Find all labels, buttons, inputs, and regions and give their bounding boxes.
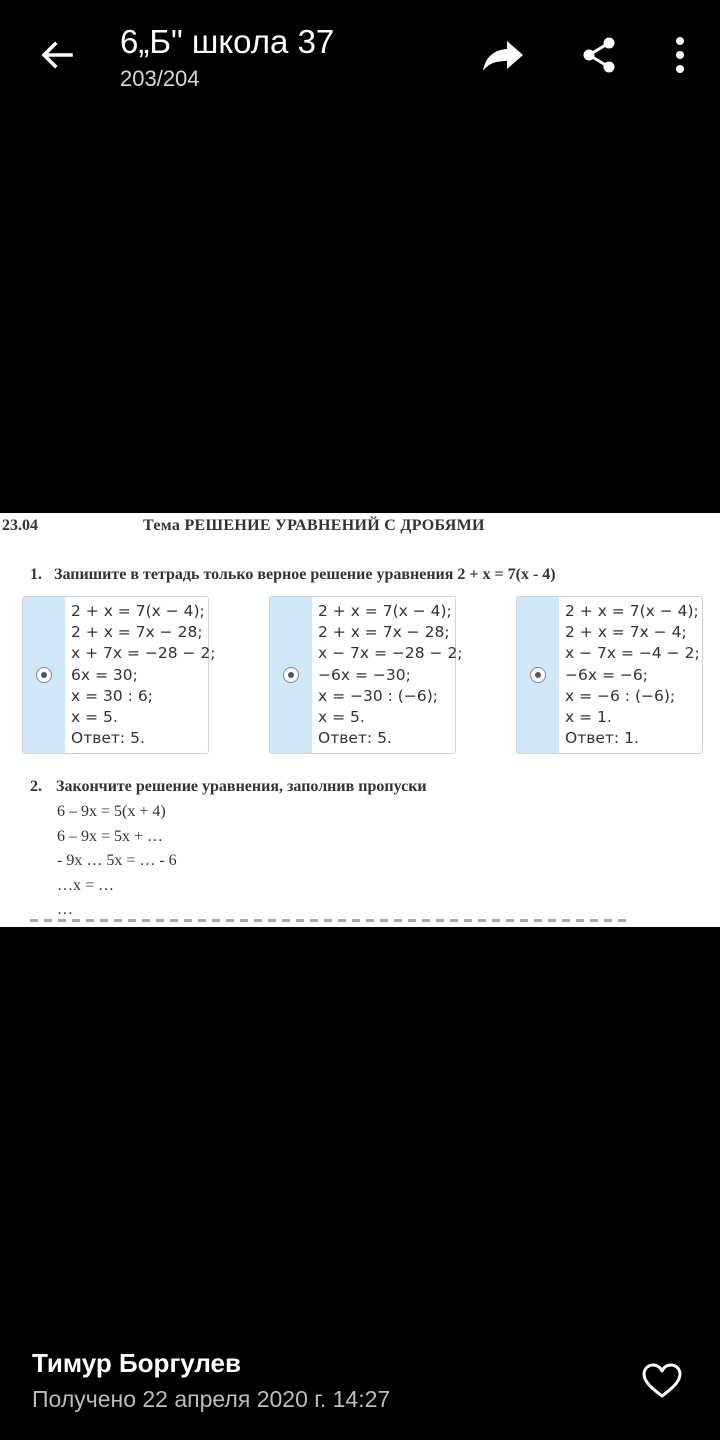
option-lines [565, 601, 700, 749]
share-icon[interactable] [574, 30, 624, 80]
option-line: 2 + x = 7(x − 4); [71, 602, 205, 620]
option-line: 2 + x = 7x − 28; [71, 623, 203, 642]
task-2-text: Закончите решение уравнения, заполнив пропуски [56, 778, 427, 795]
photo-image[interactable] [0, 513, 720, 927]
option-line: x = −30 : (−6); [318, 686, 438, 705]
option-answer: Ответ: 5. [71, 729, 145, 748]
equation-line: … [57, 901, 73, 918]
option-lines [71, 601, 216, 749]
top-bar [0, 0, 720, 110]
cut-off-text [30, 919, 630, 922]
option-line: 2 + x = 7(x − 4); [565, 602, 699, 620]
radio-button[interactable] [36, 667, 52, 683]
media-counter: 203/204 [120, 66, 200, 91]
option-line: x = 1. [565, 708, 612, 727]
equation-line: - 9х … 5х = … - 6 [57, 852, 177, 869]
option-line: 2 + x = 7x − 28; [318, 623, 450, 642]
option-line: 2 + x = 7x − 4; [565, 623, 687, 642]
solution-option-1 [22, 596, 216, 754]
option-line: x + 7x = −28 − 2; [71, 644, 216, 663]
task-1-heading [30, 566, 556, 584]
option-answer: Ответ: 1. [565, 729, 639, 748]
solution-option-3 [516, 596, 703, 754]
more-vert-icon[interactable] [655, 30, 705, 80]
arrow-back-icon[interactable] [32, 30, 82, 80]
worksheet-topic: Тема РЕШЕНИЕ УРАВНЕНИЙ С ДРОБЯМИ [143, 517, 485, 534]
equation-line: …х = … [57, 876, 115, 894]
radio-button[interactable] [530, 667, 546, 683]
header-titles [120, 22, 334, 94]
solution-option-2 [269, 596, 463, 754]
task-1-number: 1. [30, 566, 42, 583]
equation-line: 6 – 9х = 5х + … [57, 827, 164, 845]
task-2-lines [57, 800, 177, 923]
option-line: x = 30 : 6; [71, 686, 153, 705]
task-2-heading [30, 778, 427, 796]
radio-button[interactable] [283, 667, 299, 683]
chat-title: 6„Б" школа 37 [120, 23, 335, 60]
forward-icon[interactable] [478, 30, 528, 80]
option-line: x = −6 : (−6); [565, 686, 676, 705]
option-line: x − 7x = −28 − 2; [318, 644, 463, 663]
sender-name: Тимур Боргулев [32, 1348, 242, 1378]
option-line: 6x = 30; [71, 665, 138, 684]
received-timestamp: Получено 22 апреля 2020 г. 14:27 [32, 1386, 391, 1412]
task-1-text: Запишите в тетрадь только верное решение уравнения 2 + х = 7(х - 4) [54, 566, 556, 583]
option-line: 2 + x = 7(x − 4); [318, 602, 452, 620]
option-line: x − 7x = −4 − 2; [565, 644, 700, 663]
option-lines [318, 601, 463, 749]
task-2-number: 2. [30, 778, 42, 795]
equation-line: 6 – 9х = 5(х + 4) [57, 803, 166, 820]
worksheet-date: 23.04 [2, 517, 38, 534]
option-line: x = 5. [71, 708, 118, 727]
option-line: x = 5. [318, 708, 365, 727]
option-answer: Ответ: 5. [318, 729, 392, 748]
option-line: −6x = −30; [318, 665, 411, 684]
option-line: −6x = −6; [565, 665, 648, 684]
heart-icon[interactable] [638, 1358, 686, 1404]
